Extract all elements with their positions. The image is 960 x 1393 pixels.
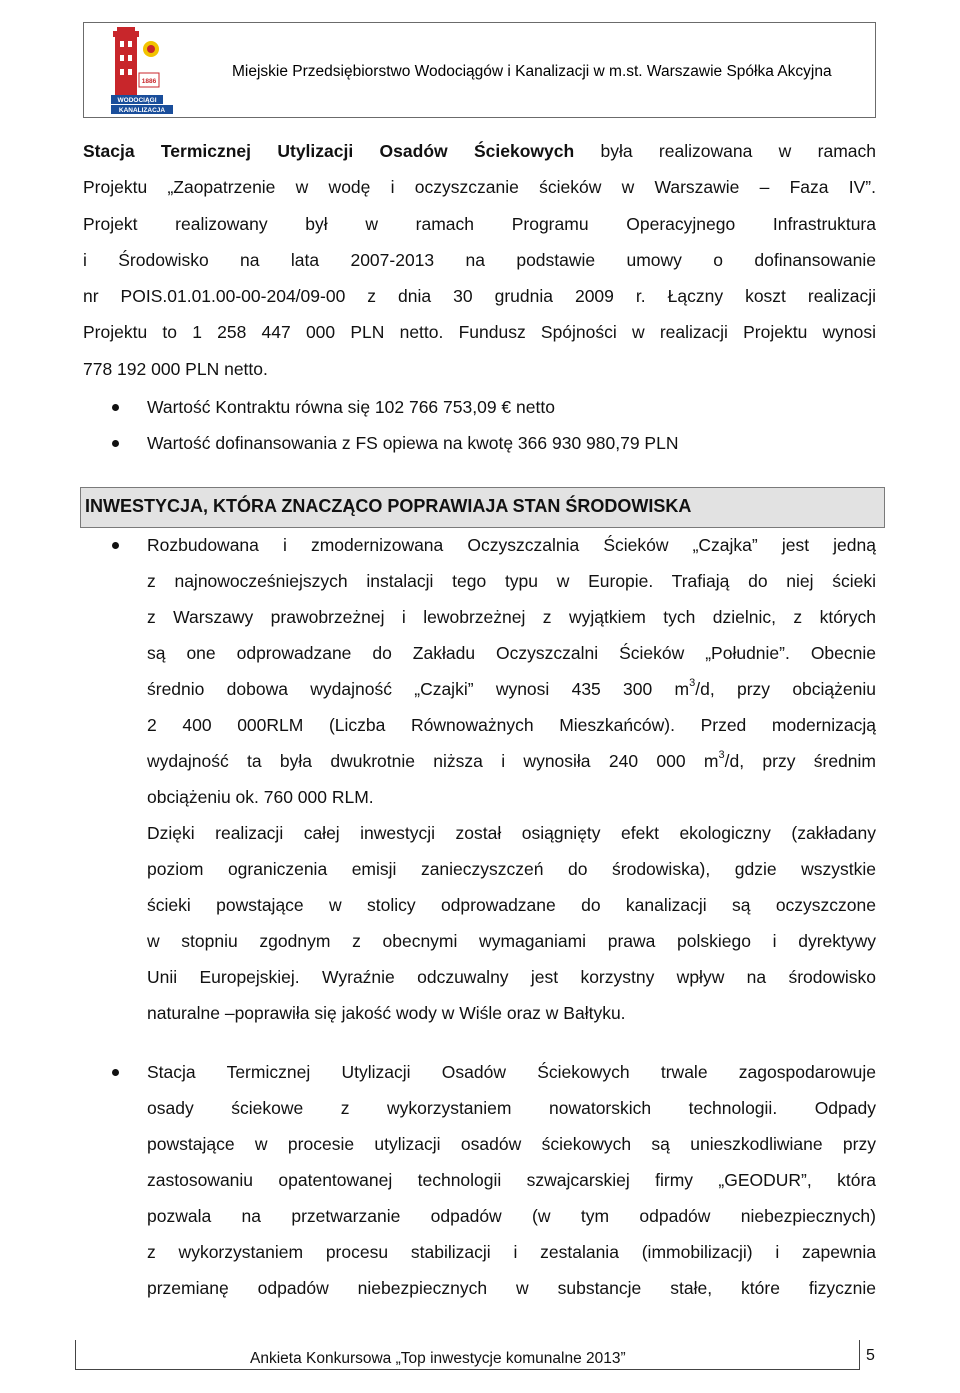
stacja-line-7: przemianę odpadów niebezpiecznych w substancje stałe, które fizycznie [147,1278,876,1298]
superscript-3: 3 [689,677,696,690]
czajka-line-7 [147,751,876,772]
intro-line-5: nr POIS.01.01.00-00-204/09-00 z dnia 30 grudnia 2009 r. Łączny koszt realizacji [83,286,876,307]
intro-line-6: Projektu to 1 258 447 000 PLN netto. Fundusz Spójności w realizacji Projektu wynosi [83,322,876,343]
czajka-line-9: Dzięki realizacji całej inwestycji został osiągnięty efekt ekologiczny (zakładany [147,823,876,843]
czajka-line-8: obciążeniu ok. 760 000 RLM. [147,787,374,807]
bullet-icon [112,404,122,414]
mpwik-logo [111,27,175,115]
czajka-line-5b: /d, przy obciążeniu [695,679,876,699]
logo-text-bottom: KANALIZACJA [118,107,166,114]
stacja-line-2: osady ściekowe z wykorzystaniem nowatorskich technologii. Odpady [147,1098,876,1118]
intro-line-4: i Środowisko na lata 2007-2013 na podstawie umowy o dofinansowanie [83,249,876,270]
intro-line-3: Projekt realizowany był w ramach Programu Operacyjnego Infrastruktura [83,213,876,234]
czajka-line-3: z Warszawy prawobrzeżnej i lewobrzeżnej z wyjątkiem tych dzielnic, z których [147,607,876,627]
contract-value-item: Wartość Kontraktu równa się 102 766 753,09 € netto [147,397,555,417]
intro-line-7: 778 192 000 PLN netto. [83,358,268,379]
superscript-3: 3 [718,749,725,762]
stacja-line-3: powstające w procesie utylizacji osadów ściekowych są unieszkodliwiane przy [147,1134,876,1154]
section-header-box [80,487,885,528]
czajka-line-5a: średnio dobowa wydajność „Czajki” wynosi 435 300 m [147,679,690,699]
czajka-line-11: ścieki powstające w stolicy odprowadzane do kanalizacji są oczyszczone [147,895,876,915]
company-name: Miejskie Przedsiębiorstwo Wodociągów i Kanalizacji w m.st. Warszawie Spółka Akcyjna [232,63,832,80]
footer-text: Ankieta Konkursowa „Top inwestycje komunalne 2013” [250,1350,626,1367]
stacja-line-4: zastosowaniu opatentowanej technologii szwajcarskiej firmy „GEODUR”, która [147,1170,876,1190]
stacja-line-6: z wykorzystaniem procesu stabilizacji i zestalania (immobilizacji) i zapewnia [147,1242,876,1262]
czajka-line-4: są one odprowadzane do Zakładu Oczyszczalni Ścieków „Południe”. Obecnie [147,643,876,663]
logo-text-top: WODOCIĄGI [117,97,157,104]
intro-bold-lead: Stacja Termicznej Utylizacji Osadów Ściekowych [83,141,575,161]
bullet-icon [112,542,122,552]
czajka-line-10: poziom ograniczenia emisji zanieczyszczeń do środowiska), gdzie wszystkie [147,859,876,879]
intro-line-1 [83,133,876,169]
czajka-line-12: w stopniu zgodnym z obecnymi wymaganiami prawa polskiego i dyrektywy [147,931,876,951]
cofinancing-value-item: Wartość dofinansowania z FS opiewa na kwotę 366 930 980,79 PLN [147,433,679,453]
stacja-line-1: Stacja Termicznej Utylizacji Osadów Ściekowych trwale zagospodarowuje [147,1062,876,1082]
czajka-line-7a: wydajność ta była dwukrotnie niższa i wynosiła 240 000 m [147,751,719,771]
intro-paragraph [83,133,876,387]
czajka-line-5 [147,679,876,700]
page-header [83,22,876,118]
intro-line-1-rest: była realizowana w ramach [574,141,876,161]
logo-year: 1886 [141,78,157,85]
czajka-line-7b: /d, przy średnim [724,751,877,771]
czajka-line-14: naturalne –poprawiła się jakość wody w Wiśle oraz w Bałtyku. [147,1003,626,1023]
stacja-line-5: pozwala na przetwarzanie odpadów (w tym odpadów niebezpiecznych) [147,1206,876,1226]
intro-line-2: Projektu „Zaopatrzenie w wodę i oczyszczanie ścieków w Warszawie – Faza IV”. [83,177,876,198]
bullet-icon [112,1069,122,1079]
czajka-line-6: 2 400 000RLM (Liczba Równoważnych Mieszkańców). Przed modernizacją [147,715,876,735]
section-title: INWESTYCJA, KTÓRA ZNACZĄCO POPRAWIAJA STAN ŚRODOWISKA [85,496,692,516]
czajka-line-1: Rozbudowana i zmodernizowana Oczyszczalnia Ścieków „Czajka” jest jedną [147,535,876,555]
page-number: 5 [866,1347,875,1364]
czajka-line-2: z najnowocześniejszych instalacji tego typu w Europie. Trafiają do niej ścieki [147,571,876,591]
czajka-line-13: Unii Europejskiej. Wyraźnie odczuwalny jest korzystny wpływ na środowisko [147,967,876,987]
bullet-icon [112,440,122,450]
